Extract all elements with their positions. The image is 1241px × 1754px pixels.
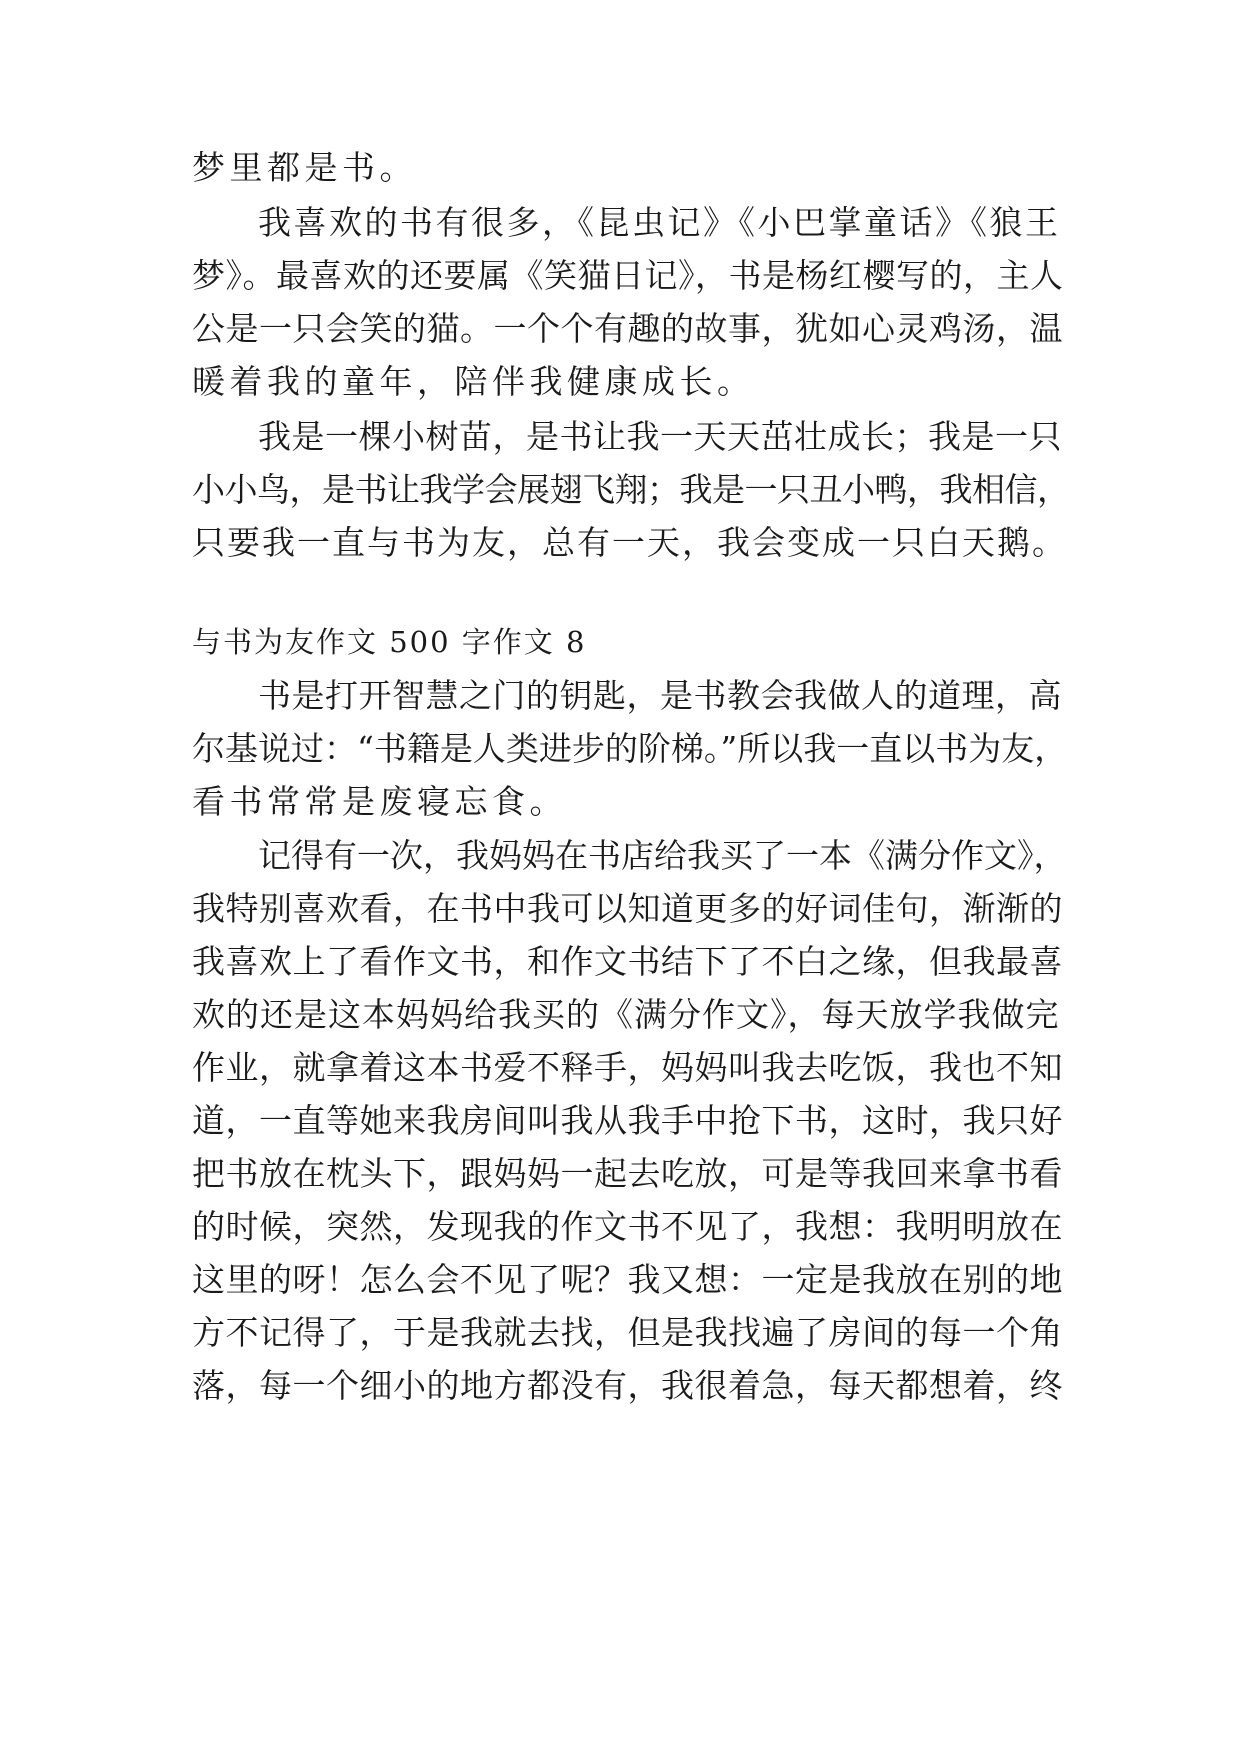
- text-line: 尔基说过：“书籍是人类进步的阶梯。”所以我一直以书为友，: [192, 729, 1068, 768]
- continuation-line: 梦里都是书。: [192, 148, 417, 187]
- text-line: 只要我一直与书为友，总有一天，我会变成一只白天鹅。: [192, 523, 1067, 562]
- text-line: 暖着我的童年，陪伴我健康成长。: [192, 362, 755, 401]
- text-line: 书是打开智慧之门的钥匙，是书教会我做人的道理，高: [258, 676, 1062, 715]
- text-line: 作业，就拿着这本书爱不释手，妈妈叫我去吃饭，我也不知: [192, 1048, 1063, 1087]
- text-line: 道，一直等她来我房间叫我从我手中抢下书，这时，我只好: [192, 1101, 1063, 1140]
- text-line: 记得有一次，我妈妈在书店给我买了一本《满分作文》，: [258, 836, 1067, 875]
- text-line: 欢的还是这本妈妈给我买的《满分作文》，每天放学我做完: [192, 995, 1060, 1034]
- text-line: 我特别喜欢看，在书中我可以知道更多的好词佳句，渐渐的: [192, 889, 1063, 928]
- text-line: 小小鸟，是书让我学会展翅飞翔；我是一只丑小鸭，我相信，: [192, 470, 1070, 509]
- text-line: 落，每一个细小的地方都没有，我很着急，每天都想着，终: [192, 1366, 1063, 1405]
- text-line: 的时候，突然，发现我的作文书不见了，我想：我明明放在: [192, 1207, 1063, 1246]
- text-line: 梦》。最喜欢的还要属《笑猫日记》，书是杨红樱写的，主人: [192, 256, 1064, 295]
- text-line: 我是一棵小树苗，是书让我一天天茁壮成长；我是一只: [258, 417, 1062, 456]
- text-line: 我喜欢的书有很多，《昆虫记》《小巴掌童话》《狼王: [258, 203, 1061, 242]
- text-line: 我喜欢上了看作文书，和作文书结下了不白之缘，但我最喜: [192, 942, 1063, 981]
- text-line: 方不记得了，于是我就去找，但是我找遍了房间的每一个角: [192, 1313, 1063, 1352]
- text-line: 看书常常是废寝忘食。: [192, 782, 567, 821]
- text-line: 公是一只会笑的猫。一个个有趣的故事，犹如心灵鸡汤，温: [192, 309, 1063, 348]
- section-title: 与书为友作文 500 字作文 8: [192, 625, 587, 659]
- text-line: 这里的呀！怎么会不见了呢？我又想：一定是我放在别的地: [192, 1260, 1063, 1299]
- text-line: 把书放在枕头下，跟妈妈一起去吃放，可是等我回来拿书看: [192, 1154, 1063, 1193]
